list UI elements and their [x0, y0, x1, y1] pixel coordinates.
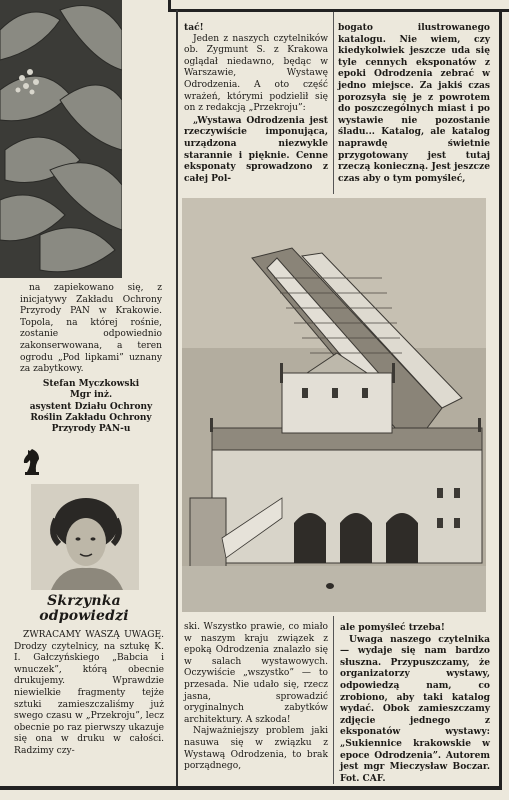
rubric-headline [14, 594, 154, 624]
letter-intro-paragraph: Jeden z naszych czytelników ob. Zygmunt S. z Krakowa oglądał niedawno, będąc w Warszawie, Wystawę Odrodzenia. A oto część wrażeń, którymi podzielił się on z redakcją „Przekroju”: [184, 33, 328, 114]
column-divider-left [176, 10, 178, 786]
column-divider-bottom-middle [333, 616, 334, 784]
catalogue-paragraph: bogato ilustrowanego katalogu. Nie wiem, czy kiedykolwiek jeszcze uda się tyle cennych eksponatów z epoki Odrodzenia zebrać w jedno miejsce. Za jakiś czas porozsyła się je z powrotem do poszczególnych miast i po wystawie nie pozostanie śladu... Katalog, ale katalog naprawdę świetnie przygotowany jest tutaj rzeczą konieczną. Jest jeszcze czas aby o tym pomyśleć, [338, 22, 490, 184]
chess-knight-icon [20, 447, 44, 477]
exhibition-paragraph: ski. Wszystko prawie, co miało w naszym kraju związek z epoką Odrodzenia znalazło się w salach wystawowych. Oczywiście „wszystko” — to przesada. Nie udało się, rzecz jasna, sprowadzić oryginalnych zabytków architektury. A szkoda! [184, 622, 328, 725]
column-divider-top-middle [333, 12, 334, 194]
left-column-text [20, 283, 162, 436]
editorial-reply-paragraph: Uwaga naszego czytelnika — wydaje się nam bardzo słuszna. Przypuszczamy, że organizatorzy wystawy, odpowiedzą nam, co zrobiono, aby taki katalog wydać. Obok zamieszczamy zdjęcie jednego z eksponatów wystawy: „Sukiennice krakowskie w epoce Odrodzenia”. Autorem jest mgr Mieczysław Boczar. Fot. CAF. [340, 633, 490, 784]
left-paragraph: na zapiekowano się, z inicjatywy Zakładu Ochrony Przyrody PAN w Krakowie. Topola, na której rośnie, zostanie odpowiednio zakonserwowana, a teren ogrodu „Pod lipkami” uznany za zabytkowy. [20, 283, 162, 375]
bottom-right-text [340, 622, 490, 784]
top-right-text [338, 22, 490, 184]
signature-title: Mgr inż. [69, 390, 113, 401]
rubric-title-line2: odpowiedzi [39, 608, 129, 624]
top-middle-text [184, 22, 328, 184]
bottom-middle-text [184, 622, 328, 773]
rubric-title-line1: Skrzynka [47, 593, 121, 609]
reader-notice-paragraph: ZWRACAMY WASZĄ UWAGĘ. Drodzy czytelnicy, na sztukę K. I. Gałczyńskiego „Babcia i wnuczek”, którą obecnie drukujemy. Wprawdzie niewielkie fragmenty tejże sztuki zamieszczaliśmy już swego czasu w „Przekroju”, lecz obecnie po raz pierwszy ukazuje się ona w druku w całości. Radzimy czy- [14, 630, 164, 756]
letter-quote-paragraph: „Wystawa Odrodzenia jest rzeczywiście imponująca, urządzona niezwykle starannie i pięknie. Cenne eksponaty sprowadzono z całej Pol- [184, 114, 328, 184]
portrait-photo [31, 484, 139, 590]
lead-word: tać! [184, 22, 204, 33]
sukiennice-model-photo [182, 198, 486, 612]
plant-photo [0, 0, 122, 278]
signature-role: asystent Działu Ochrony Roślin Zakładu Ochrony Przyrody PAN-u [29, 401, 153, 435]
bottom-left-text [14, 630, 164, 758]
signature-name: Stefan Myczkowski [42, 378, 140, 389]
problem-paragraph: Najważniejszy problem jaki nasuwa się w związku z Wystawą Odrodzenia, to brak porządnego, [184, 726, 328, 772]
right-border-rule [499, 10, 502, 790]
think-paragraph: ale pomyśleć trzeba! [340, 622, 445, 633]
bottom-border-rule [0, 786, 502, 790]
top-frame-rule [168, 0, 509, 12]
